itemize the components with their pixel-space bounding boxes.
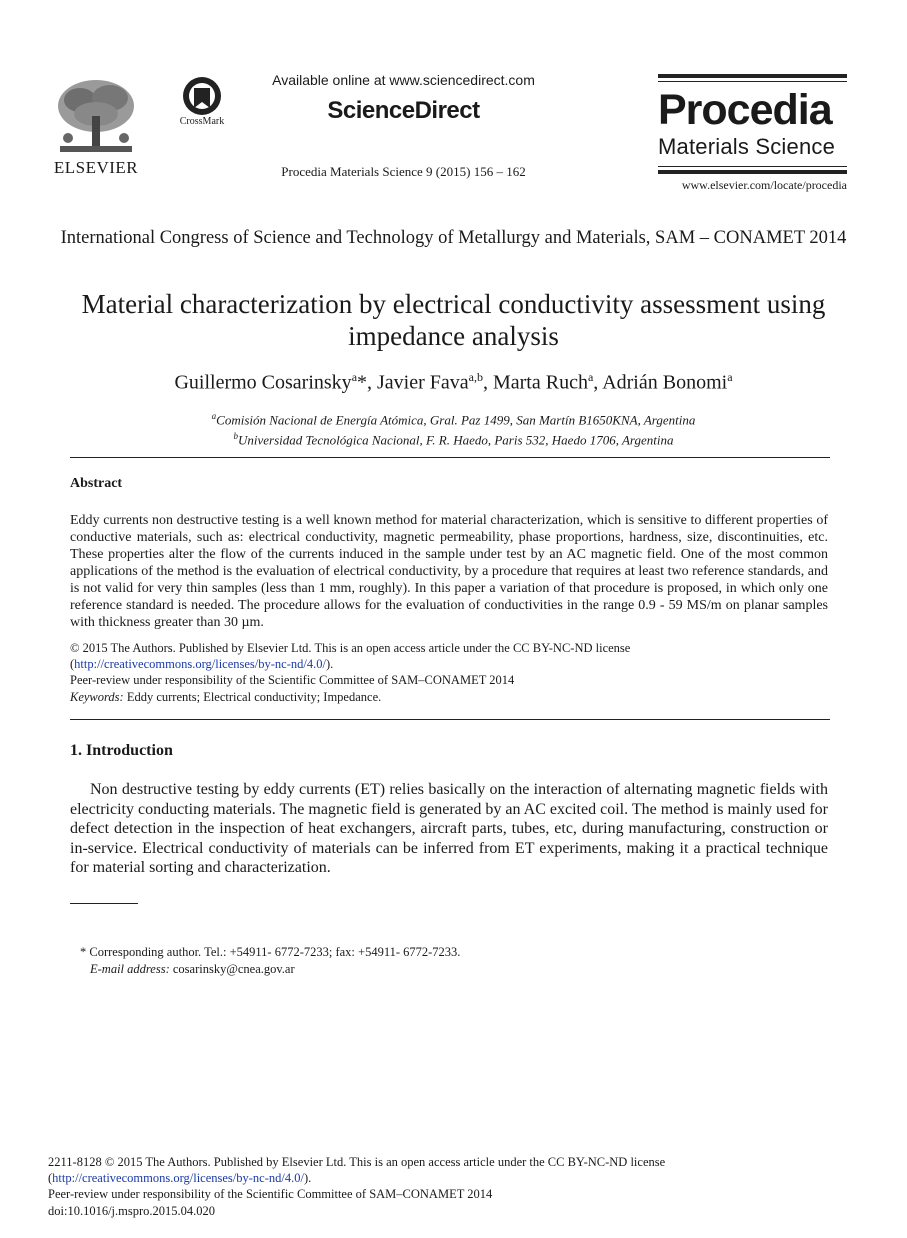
- author-affil-sup: a: [727, 370, 733, 384]
- email-line: [80, 961, 780, 978]
- keywords-line: [70, 690, 828, 705]
- affiliations: [60, 408, 847, 449]
- license-link[interactable]: http://creativecommons.org/licenses/by-nc-nd/4.0/: [74, 657, 326, 671]
- keywords-text: Eddy currents; Electrical conductivity; Impedance.: [126, 690, 382, 704]
- paren-open: (: [70, 657, 75, 671]
- intro-paragraph: Non destructive testing by eddy currents (ET) relies basically on the interaction of alternating magnetic fields with electricity conducting materials. The magnetic field is generated by an AC excited coil. The method is mainly used for defect detection in the inspection of heat exchangers, aircraft parts, tubes, etc, during manufacturing, construction or in-service. Electrical conductivity of materials can be inferred from ET experiments, making it a practical technique for material sorting and characterization.: [70, 781, 828, 877]
- keywords-label: Keywords:: [70, 690, 124, 704]
- issn-line: 2211-8128 © 2015 The Authors. Published by Elsevier Ltd. This is an open access article under the CC BY-NC-ND license: [48, 1155, 666, 1169]
- author-list: Guillermo Cosarinsky$^a$*, Javier Fava$^{a,b}$, Marta Ruch$^a$, Adrián Bonomi$^a$: [174, 370, 733, 394]
- paren-close: ).: [325, 657, 334, 671]
- footnote-rule: [70, 903, 138, 904]
- author-name: Guillermo Cosarinsky: [174, 371, 352, 394]
- logo-rule-top: [658, 74, 847, 78]
- author-name: Adrián Bonomi: [602, 371, 728, 394]
- affiliation-line: [60, 408, 847, 428]
- author-affil-sup: a: [587, 370, 594, 384]
- paren-close: ).: [303, 1171, 312, 1186]
- elsevier-tree-icon: [50, 76, 142, 158]
- footnote: [80, 944, 780, 978]
- paren-open: (: [48, 1171, 53, 1186]
- section-heading: 1. Introduction: [70, 742, 173, 759]
- author-name: Marta Ruch: [492, 371, 588, 394]
- email-label: E-mail address:: [90, 962, 170, 976]
- crossmark-label: CrossMark: [179, 116, 225, 127]
- affiliation-text: Universidad Tecnológica Nacional, F. R. Haedo, Paris 532, Haedo 1706, Argentina: [238, 432, 674, 448]
- author-affil-sup: a: [351, 370, 358, 384]
- logo-rule-top-thin: [658, 81, 847, 82]
- publisher-name: ELSEVIER: [53, 158, 139, 177]
- corresponding-mark: *: [357, 371, 368, 394]
- peer-review-line: Peer-review under responsibility of the Scientific Committee of SAM–CONAMET 2014: [70, 673, 515, 687]
- divider-bottom: [70, 719, 830, 720]
- footer-license-link[interactable]: http://creativecommons.org/licenses/by-nc-nd/4.0/: [52, 1171, 304, 1186]
- corresponding-author-line: * Corresponding author. Tel.: +54911- 6772-7233; fax: +54911- 6772-7233.: [80, 945, 461, 959]
- copyright-line: © 2015 The Authors. Published by Elsevier Ltd. This is an open access article under the CC BY-NC-ND license: [70, 641, 631, 655]
- abstract-heading: Abstract: [70, 476, 123, 491]
- logo-rule-bottom: [658, 170, 847, 174]
- doi[interactable]: doi:10.1016/j.mspro.2015.04.020: [48, 1203, 216, 1218]
- procedia-subtitle: Materials Science: [658, 134, 836, 159]
- page-footer: [48, 1154, 858, 1219]
- available-online-line: Available online at www.sciencedirect.com: [272, 72, 535, 88]
- procedia-wordmark: Procedia: [658, 86, 832, 134]
- license-line: [70, 656, 828, 672]
- conference-name: International Congress of Science and Technology of Metallurgy and Materials, SAM – CONAMET 2014: [60, 228, 847, 248]
- email-address[interactable]: cosarinsky@cnea.gov.ar: [172, 962, 295, 976]
- divider-top: [70, 457, 830, 458]
- logo-rule-bottom-thin: [658, 166, 847, 167]
- paper-title: Material characterization by electrical conductivity assessment using impedance analysis: [81, 289, 826, 351]
- elsevier-logo: [50, 76, 142, 176]
- affiliation-text: Comisión Nacional de Energía Atómica, Gral. Paz 1499, San Martín B1650KNA, Argentina: [216, 412, 696, 428]
- abstract-body: Eddy currents non destructive testing is a well known method for material characterization, which is sensitive to different properties of conductive materials, such as: electrical conductivity, magnetic permeability, phase proportions, hardness, size, discontinuities, etc. These properties alter the flow of the currents induced in the sample under test by an AC magnetic field. One of the most common applications of the method is the evaluation of electrical conductivity, by a procedure that requires at least two reference standards, and is not valid for very thin samples (less than 1 mm, roughly). In this paper a variation of that procedure is proposed, in which only one reference standard is needed. The procedure allows for the evaluation of conductivities in the range 0.9 - 59 MS/m on planar samples with thickness greater than 30 µm.: [70, 513, 828, 630]
- author-name: Javier Fava: [377, 371, 469, 394]
- procedia-logo: [658, 74, 847, 190]
- footer-peer-review: Peer-review under responsibility of the Scientific Committee of SAM–CONAMET 2014: [48, 1187, 493, 1202]
- affiliation-line: [60, 428, 847, 448]
- journal-reference: Procedia Materials Science 9 (2015) 156 – 162: [281, 164, 526, 179]
- author-affil-sup: a,b: [468, 370, 483, 384]
- affil-sup: a: [211, 411, 217, 421]
- sciencedirect-brand: ScienceDirect: [327, 97, 480, 124]
- affil-sup: b: [233, 431, 238, 442]
- footer-license-line: [48, 1170, 858, 1186]
- journal-url[interactable]: www.elsevier.com/locate/procedia: [681, 178, 847, 192]
- copyright-block: [70, 640, 828, 688]
